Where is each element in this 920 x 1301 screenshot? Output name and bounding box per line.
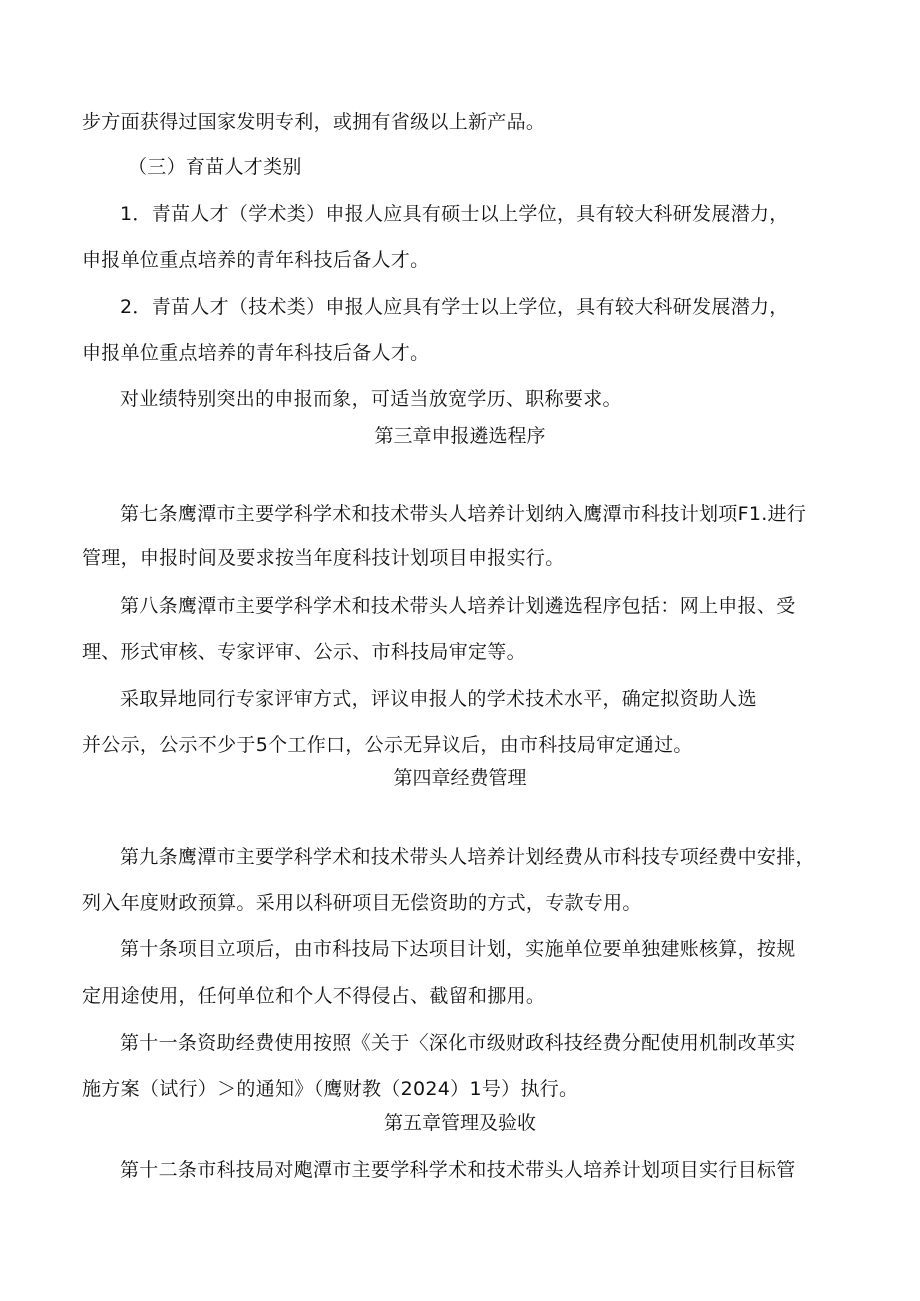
chapter-heading: 第三章申报遴选程序 (374, 425, 546, 447)
paragraph-line: 定用途使用，任何单位和个人不得侵占、截留和挪用。 (82, 985, 546, 1007)
paragraph-line: 1．青苗人才（学术类）申报人应具有硕士以上学位，具有较大科研发展潜力， (120, 203, 789, 225)
paragraph-line: 采取异地同行专家评审方式，评议申报人的学术技术水平，确定拟资助人选 (120, 688, 757, 710)
paragraph-line: 管理，申报时间及要求按当年度科技计划项目申报实行。 (82, 547, 565, 569)
paragraph-line: 列入年度财政预算。采用以科研项目无偿资助的方式，专款专用。 (82, 892, 642, 914)
paragraph-line: 第十条项目立项后，由市科技局下达项目计划，实施单位要单独建账核算，按规 (120, 938, 796, 960)
paragraph-line: 第七条鹰潭市主要学科学术和技术带头人培养计划纳入鹰潭市科技计划项F1.进行 (120, 503, 807, 525)
paragraph-line: 第十一条资助经费使用按照《关于〈深化市级财政科技经费分配使用机制改革实 (120, 1032, 796, 1054)
chapter-heading: 第四章经费管理 (393, 767, 527, 789)
chapter-heading: 第五章管理及验收 (383, 1112, 536, 1134)
paragraph-line: 2．青苗人才（技术类）申报人应具有学士以上学位，具有较大科研发展潜力， (120, 296, 789, 318)
paragraph-line: 第八条鹰潭市主要学科学术和技术带头人培养计划遴选程序包括：网上申报、受 (120, 595, 796, 617)
paragraph-line: 步方面获得过国家发明专利，或拥有省级以上新产品。 (82, 111, 546, 133)
paragraph-line: 申报单位重点培养的青年科技后备人才。 (82, 342, 430, 364)
paragraph-line: 对业绩特别突出的申报而象，可适当放宽学历、职称要求。 (120, 388, 622, 410)
section-subheading: （三）育苗人才类别 (128, 156, 302, 178)
paragraph-line: 第十二条市科技局对飑潭市主要学科学术和技术带头人培养计划项目实行目标管 (120, 1159, 796, 1181)
paragraph-line: 施方案（试行）＞的通知》（鹰财教（2024）1号）执行。 (82, 1078, 579, 1100)
paragraph-line: 第九条鹰潭市主要学科学术和技术带头人培养计划经费从市科技专项经费中安排， (120, 846, 815, 868)
paragraph-line: 申报单位重点培养的青年科技后备人才。 (82, 249, 430, 271)
paragraph-line: 并公示，公示不少于5个工作口，公示无异议后，由市科技局审定通过。 (82, 734, 693, 756)
paragraph-line: 理、形式审核、专家评审、公示、市科技局审定等。 (82, 641, 526, 663)
